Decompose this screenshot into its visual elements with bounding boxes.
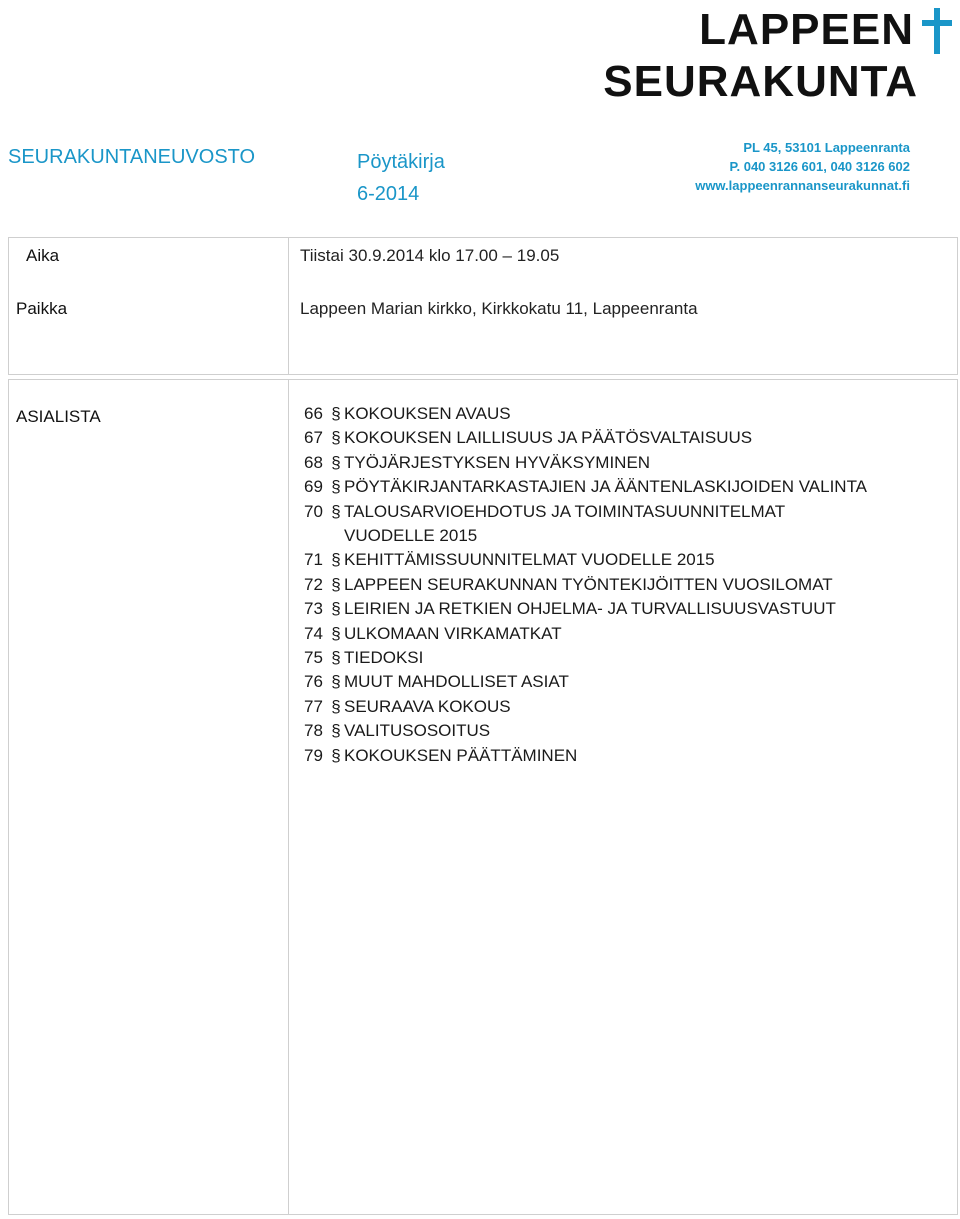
agenda-item [304,426,867,450]
document-heading [357,146,445,210]
agenda-item-title: TALOUSARVIOEHDOTUS JA TOIMINTASUUNNITELMAT [344,501,786,521]
logo-line2: SEURAKUNTA [603,57,918,106]
agenda-item-number: 72 [304,574,323,594]
section-symbol: § [331,501,341,521]
section-symbol: § [331,574,341,594]
agenda-item-title: LAPPEEN SEURAKUNNAN TYÖNTEKIJÖITTEN VUOSILOMAT [344,574,833,594]
agenda-item [304,622,867,646]
parish-logo [603,5,918,106]
section-symbol: § [331,599,341,619]
info-divider [288,237,289,374]
time-label: Aika [26,246,60,265]
contact-address: PL 45, 53101 Lappeenranta [743,140,910,155]
section-symbol: § [331,745,341,765]
agenda-item-continuation: VUODELLE 2015 [344,526,478,546]
agenda-item [304,451,867,475]
agenda-item-title: KEHITTÄMISSUUNNITELMAT VUODELLE 2015 [344,550,715,570]
agenda-item [304,573,867,597]
agenda-item [304,402,867,426]
body-name: SEURAKUNTANEUVOSTO [8,146,256,168]
section-symbol: § [331,452,341,472]
contact-info [695,138,910,195]
section-symbol: § [331,721,341,741]
agenda-item [304,500,867,524]
contact-website: www.lappeenrannanseurakunnat.fi [695,178,910,193]
agenda-item-title: ULKOMAAN VIRKAMATKAT [344,623,562,643]
agenda-item-title: PÖYTÄKIRJANTARKASTAJIEN JA ÄÄNTENLASKIJOIDEN VALINTA [344,477,868,497]
agenda-item-title: SEURAAVA KOKOUS [344,696,511,716]
section-symbol: § [331,477,341,497]
agenda-item [304,475,867,499]
agenda-item [304,597,867,621]
agenda-item-number: 70 [304,501,323,521]
agenda-item-number: 71 [304,550,323,570]
agenda-item [304,744,867,768]
document-type: Pöytäkirja [357,151,445,173]
section-symbol: § [331,672,341,692]
section-symbol: § [331,550,341,570]
agenda-item [304,670,867,694]
agenda-item-number: 78 [304,721,323,741]
agenda-item-number: 77 [304,696,323,716]
document-number: 6-2014 [357,183,420,205]
time-value: Tiistai 30.9.2014 klo 17.00 – 19.05 [300,246,560,265]
agenda-list [304,402,867,768]
place-value: Lappeen Marian kirkko, Kirkkokatu 11, Lappeenranta [300,299,698,318]
agenda-item [304,548,867,572]
agenda-item-number: 67 [304,428,323,448]
agenda-item-title: KOKOUKSEN LAILLISUUS JA PÄÄTÖSVALTAISUUS [344,428,753,448]
logo-line1: LAPPEEN [699,5,914,54]
cross-icon [922,8,952,54]
agenda-label: ASIALISTA [16,407,101,426]
agenda-item-title: MUUT MAHDOLLISET ASIAT [344,672,569,692]
agenda-item-number: 66 [304,404,323,423]
agenda-item [304,719,867,743]
agenda-item-number: 79 [304,745,323,765]
agenda-item-number: 73 [304,599,323,619]
agenda-item-number: 68 [304,452,323,472]
agenda-item-title: TYÖJÄRJESTYKSEN HYVÄKSYMINEN [344,452,651,472]
agenda-item [304,646,867,670]
section-symbol: § [331,623,341,643]
contact-phone: P. 040 3126 601, 040 3126 602 [729,159,910,174]
agenda-item-title: TIEDOKSI [344,648,424,668]
agenda-item-number: 75 [304,648,323,668]
agenda-item-title: KOKOUKSEN PÄÄTTÄMINEN [344,745,578,765]
agenda-item-number: 69 [304,477,323,497]
agenda-divider [288,379,289,1214]
place-label: Paikka [16,299,68,318]
section-symbol: § [331,428,341,448]
section-symbol: § [331,696,341,716]
section-symbol: § [331,648,341,668]
agenda-item [304,695,867,719]
agenda-item-title: KOKOUKSEN AVAUS [344,404,511,423]
agenda-item-title: VALITUSOSOITUS [344,721,491,741]
agenda-item-number: 76 [304,672,323,692]
agenda-item-title: LEIRIEN JA RETKIEN OHJELMA- JA TURVALLISUUSVASTUUT [344,599,836,619]
section-symbol: § [331,404,341,423]
agenda-item-number: 74 [304,623,323,643]
